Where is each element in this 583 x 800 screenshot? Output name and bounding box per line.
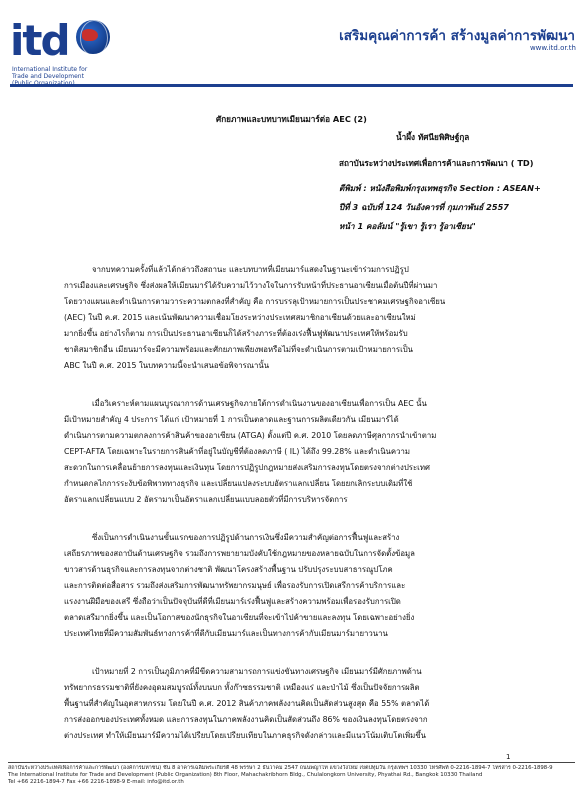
header-slogan: เสริมคุณค่าการค้า สร้างมูลค่าการพัฒนา — [339, 28, 575, 44]
paragraph-line: มากยิ่งขึ้น อย่างไรก็ตาม การเป็นประธานอาเซียนก็ได้สร้างภาระที่ต้องเร่งฟื้นฟูพัฒนาประเทศให้พร้อมรับ — [64, 329, 408, 338]
paragraph-line: ABC ในปี ค.ศ. 2015 ในบทความนี้จะนำเสนอข้อพิจารณานั้น — [64, 361, 270, 370]
paragraph-line: (AEC) ในปี ค.ศ. 2015 และเน้นพัฒนาความเชื่อมโยงระหว่างประเทศสมาชิกอาเซียนด้วยและอาเซียนใหม่ — [64, 313, 416, 322]
paragraph-line: เสถียรภาพของสถาบันด้านเศรษฐกิจ รวมถึงการพยายามบังคับใช้กฎหมายของหลายฉบับในการจัดตั้งข้อมูล — [64, 549, 415, 558]
footer-divider — [8, 762, 575, 763]
footer-line: Tel +66 2216-1894-7 Fax +66 2216-1898-9 E-mail: info@itd.or.th — [8, 779, 184, 785]
paragraph-line: มีเป้าหมายสำคัญ 4 ประการ ได้แก่ เป้าหมายที่ 1 การเป็นตลาดและฐานการผลิตเดียวกัน เมียนมาร์ได้ — [64, 415, 399, 424]
paragraph-line: การเมืองและเศรษฐกิจ ซึ่งส่งผลให้เมียนมาร์ได้รับความไว้วางใจในการรับหน้าที่ประธานอาเซียนเมื่อต้นปีที่ผ่านมา — [64, 281, 438, 290]
itd-logo — [10, 14, 120, 106]
body-paragraph-2 — [64, 396, 516, 508]
logo-sub-line: International Institute for — [12, 66, 88, 73]
article-author: น้ำผึ้ง ทัศนียพิศิษฐ์กุล — [396, 132, 470, 142]
paragraph-line: ชาติสมาชิกอื่น เมียนมาร์จะมีความพร้อมและศักยภาพเพียงพอหรือไม่ที่จะดำเนินการตามเป้าหมายการเป็น — [64, 345, 414, 354]
paragraph-line: เป้าหมายที่ 2 การเป็นภูมิภาคที่มีขีดความสามารถการแข่งขันทางเศรษฐกิจ เมียนมาร์มีศักยภาพด้าน — [92, 667, 422, 676]
paragraph-line: ต่างประเทศ ทำให้เมียนมาร์มีความได้เปรียบโดยเปรียบเทียบในภาคธุรกิจดังกล่าวและมีแนวโน้มเติบโตเพิ่มขึ้น — [64, 731, 426, 740]
paragraph-line: ดำเนินการตามความตกลงการค้าสินค้าของอาเซียน (ATGA) ตั้งแต่ปี ค.ศ. 2010 โดยลดภาษีศุลกากรนำเข้าตาม — [64, 431, 437, 440]
paragraph-line: เมื่อวิเคราะห์ตามแผนบูรณาการด้านเศรษฐกิจภายใต้การดำเนินงานของอาเซียนเพื่อการเป็น AEC นั้น — [92, 399, 427, 408]
article-published: ตีพิมพ์ : หนังสือพิมพ์กรุงเทพธุรกิจ Section : ASEAN+ — [339, 183, 541, 193]
logo-sub-line: Trade and Development — [12, 73, 84, 80]
article-affiliation: สถาบันระหว่างประเทศเพื่อการค้าและการพัฒนา ( TD) — [339, 158, 534, 168]
footer-line: สถาบันระหว่างประเทศเพื่อการค้าและการพัฒนา (องค์การมหาชน) ชั้น 8 อาคารเฉลิมพระเกียรติ 48 พรรษา 2 ธันวาคม 2547 ถนนพญาไท แขวงวังใหม่ เขตปทุมวัน กรุงเทพฯ 10330 โทรศัพท์ 0-2216-1894-7 โทรสาร 0-2216-1898-9 — [8, 765, 553, 771]
header-divider — [10, 84, 573, 87]
paragraph-line: สะดวกในการเคลื่อนย้ายการลงทุนและเงินทุน โดยการปฏิรูปกฎหมายส่งเสริมการลงทุนโดยตรงจากต่างประเทศ — [64, 463, 430, 472]
footer-contact — [8, 765, 575, 786]
footer-line: The International Institute for Trade and Development (Public Organization) 8th Floor, Mahachakribhorn Bldg., Chulalongkorn University, Phyathai Rd., Bangkok 10330 Thailand — [8, 772, 483, 778]
body-paragraph-1 — [64, 262, 516, 374]
paragraph-line: ทรัพยากรธรรมชาติที่ยังคงอุดมสมบูรณ์ทั้งบนบก ทั้งก๊าซธรรมชาติ เหมืองแร่ และป่าไม้ ซึ่งเป็นปัจจัยการผลิต — [64, 683, 420, 692]
logo-wordmark: itd — [10, 16, 69, 65]
article-issue: ปีที่ 3 ฉบับที่ 124 วันอังคารที่ กุมภาพันธ์ 2557 — [339, 202, 509, 212]
paragraph-line: ขาวสารด้านธุรกิจและการลงทุนจากต่างชาติ พัฒนาโครงสร้างพื้นฐาน ปรับปรุงระบบสาธารณูปโภค — [64, 565, 393, 574]
body-paragraph-3 — [64, 530, 516, 642]
header-website: www.itd.or.th — [529, 44, 576, 52]
globe-icon — [76, 20, 110, 54]
paragraph-line: แรงงานฝีมือของเสรี ซึ่งถือว่าเป็นปัจจุบันที่ดีที่เมียนมาร์เร่งฟื้นฟูและสร้างความพร้อมเพื่อรองรับการเปิด — [64, 597, 401, 606]
paragraph-line: ซึ่งเป็นการดำเนินงานขั้นแรกของการปฏิรูปด้านการเงินซึ่งมีความสำคัญต่อการฟื้นฟูและสร้าง — [92, 533, 400, 542]
paragraph-line: พื้นฐานที่สำคัญในอุตสาหกรรม โดยในปี ค.ศ. 2012 สินค้าภาคพลังงานคิดเป็นสัดส่วนสูงสุด คือ 55% ตลาดได้ — [64, 699, 430, 708]
paragraph-line: โดยวางแผนและดำเนินการตามวาระความตกลงที่สำคัญ คือ การบรรลุเป้าหมายการเป็นประชาคมเศรษฐกิจอาเซียน — [64, 297, 446, 306]
paragraph-line: จากบทความครั้งที่แล้วได้กล่าวถึงสถานะ และบทบาทที่เมียนมาร์แสดงในฐานะเข้าร่วมการปฏิรูป — [92, 265, 409, 274]
paragraph-line: กำหนดกลไกการระงับข้อพิพาททางธุรกิจ และเปลี่ยนแปลงระบบอัตราแลกเปลี่ยน โดยยกเลิกระบบเดิมที่ใช้ — [64, 479, 413, 488]
page-number: 1 — [506, 753, 511, 761]
paragraph-line: ตลาดเสรีมากยิ่งขึ้น และเป็นโอกาสของนักธุรกิจในอาเซียนที่จะเข้าไปค้าขายและลงทุน โดยเฉพาะอย่างยิ่ง — [64, 613, 415, 622]
article-title: ศักยภาพและบทบาทเมียนมาร์ต่อ AEC (2) — [216, 114, 367, 124]
article-page-column: หน้า 1 คอลัมน์ "รู้เขา รู้เรา รู้อาเซียน" — [339, 221, 476, 231]
paragraph-line: ประเทศไทยที่มีความสัมพันธ์ทางการค้าที่ดีกับเมียนมาร์และเป็นทางการค้ากับเมียนมาร์มายาวนาน — [64, 629, 388, 638]
paragraph-line: การส่งออกของประเทศทั้งหมด และการลงทุนในภาคพลังงานคิดเป็นสัดส่วนถึง 86% ของเงินลงทุนโดยตรงจาก — [64, 715, 428, 724]
paragraph-line: อัตราแลกเปลี่ยนแบบ 2 อัตรามาเป็นอัตราแลกเปลี่ยนแบบลอยตัวที่มีการบริหารจัดการ — [64, 495, 348, 504]
body-paragraph-4 — [64, 664, 516, 744]
paragraph-line: และการติดต่อสื่อสาร รวมถึงส่งเสริมการพัฒนาทรัพยากรมนุษย์ เพื่อรองรับการเปิดเสรีการค้าบริการและ — [64, 581, 406, 590]
paragraph-line: CEPT-AFTA โดยเฉพาะในรายการสินค้าที่อยู่ในบัญชีที่ต้องลดภาษี ( IL) ได้ถึง 99.28% และดำเนินความ — [64, 447, 410, 456]
